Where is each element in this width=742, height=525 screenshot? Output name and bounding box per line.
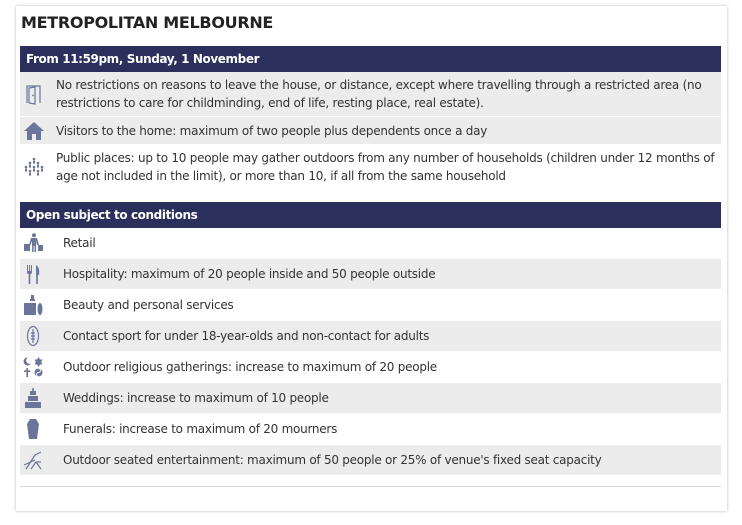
house-icon xyxy=(23,120,45,142)
deck-chair-icon xyxy=(22,449,44,471)
list-item-text: Funerals: increase to maximum of 20 mourners xyxy=(63,422,338,436)
list-item xyxy=(20,352,721,382)
list-item-text: Retail xyxy=(63,236,96,250)
cutlery-icon xyxy=(22,263,44,285)
list-item-text: Beauty and personal services xyxy=(63,298,234,312)
beauty-products-icon xyxy=(22,294,44,316)
card-title: METROPOLITAN MELBOURNE xyxy=(21,13,274,32)
list-item-text: Contact sport for under 18-year-olds and non-contact for adults xyxy=(63,329,430,343)
list-item xyxy=(20,145,721,189)
list-item xyxy=(20,228,721,258)
list-item xyxy=(20,414,721,444)
list-item xyxy=(20,445,721,475)
list-item-text: Visitors to the home: maximum of two people plus dependents once a day xyxy=(56,123,488,138)
religious-symbols-icon xyxy=(22,356,44,378)
door-icon xyxy=(23,83,45,105)
list-item-text: No restrictions on reasons to leave the house, or distance, except where travelling through a restricted area (no restrictions to care for childminding, end of life, resting place, real estate). xyxy=(56,78,702,110)
wedding-cake-icon xyxy=(22,387,44,409)
group-people-icon xyxy=(23,156,45,178)
football-icon xyxy=(22,325,44,347)
list-item xyxy=(20,72,721,116)
list-item xyxy=(20,290,721,320)
list-item xyxy=(20,117,721,144)
list-item-text: Weddings: increase to maximum of 10 people xyxy=(63,391,329,405)
section-header-from-date: From 11:59pm, Sunday, 1 November xyxy=(20,46,721,72)
divider xyxy=(20,486,721,487)
list-item xyxy=(20,259,721,289)
list-item xyxy=(20,321,721,351)
list-item-text: Outdoor seated entertainment: maximum of 50 people or 25% of venue's fixed seat capacity xyxy=(63,453,602,467)
section-header-conditions: Open subject to conditions xyxy=(20,202,721,228)
list-item-text: Outdoor religious gatherings: increase to maximum of 20 people xyxy=(63,360,437,374)
restrictions-card xyxy=(16,6,727,511)
coffin-icon xyxy=(22,418,44,440)
list-item xyxy=(20,383,721,413)
list-item-text: Hospitality: maximum of 20 people inside and 50 people outside xyxy=(63,267,436,281)
shopping-person-icon xyxy=(22,232,44,254)
list-item-text: Public places: up to 10 people may gather outdoors from any number of households (children under 12 months of age not included in the limit), or more than 10, if all from the same household xyxy=(56,151,715,183)
